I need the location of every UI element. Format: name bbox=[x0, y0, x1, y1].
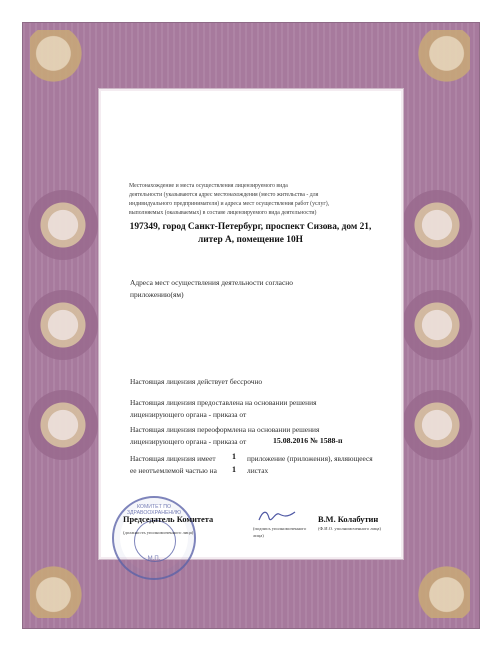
ornament-bottom-left bbox=[30, 540, 108, 618]
grant-line2: лицензирующего органа - приказа от bbox=[130, 410, 247, 419]
appendix-line1-value: 1 bbox=[232, 452, 236, 461]
reissue-date: 15.08.2016 № 1588-п bbox=[273, 436, 343, 445]
signatory-name: В.М. Колабутин bbox=[318, 515, 379, 524]
location-heading-line1: Местонахождение и места осуществления лицензируемого вида bbox=[129, 183, 288, 189]
appendix-line2-value: 1 bbox=[232, 465, 236, 474]
ornament-left-middle bbox=[28, 290, 98, 360]
position-caption: (должность уполномоченного лица) bbox=[123, 530, 194, 535]
address-line1: 197349, город Санкт-Петербург, проспект Сизова, дом 21, bbox=[129, 222, 372, 232]
certificate-paper bbox=[98, 88, 404, 560]
ornament-left-lower bbox=[28, 390, 98, 460]
appendix-line1-prefix: Настоящая лицензия имеет bbox=[130, 454, 216, 463]
stamp-ring-text: КОМИТЕТ ПО ЗДРАВООХРАНЕНИЮ bbox=[126, 504, 182, 516]
signature-caption: (подпись уполномоченного лица) bbox=[253, 526, 307, 538]
addresses-line1: Адреса мест осуществления деятельности согласно bbox=[130, 278, 293, 287]
grant-line1: Настоящая лицензия предоставлена на основании решения bbox=[130, 398, 317, 407]
appendix-line2-prefix: ее неотъемлемой частью на bbox=[130, 466, 217, 475]
ornament-left-upper bbox=[28, 190, 98, 260]
ornament-top-left bbox=[30, 30, 108, 108]
location-heading-line2: деятельности (указываются адрес местонахождения (место жительства - для bbox=[129, 192, 319, 198]
signature-scribble bbox=[257, 506, 297, 526]
addresses-line2: приложению(ям) bbox=[130, 290, 184, 299]
appendix-line1-suffix: приложение (приложения), являющееся bbox=[247, 454, 373, 463]
reissue-line1: Настоящая лицензия переоформлена на основании решения bbox=[130, 425, 320, 434]
stamp-number: М.П. bbox=[147, 556, 161, 562]
official-stamp bbox=[112, 496, 196, 580]
name-caption: (Ф.И.О. уполномоченного лица) bbox=[318, 526, 381, 531]
ornament-right-lower bbox=[402, 390, 472, 460]
location-heading-line4: выполняемых (оказываемых) в составе лицензируемого вида деятельности) bbox=[129, 210, 317, 216]
reissue-line2-prefix: лицензирующего органа - приказа от bbox=[130, 437, 247, 446]
ornament-right-upper bbox=[402, 190, 472, 260]
ornament-right-middle bbox=[402, 290, 472, 360]
appendix-line2-suffix: листах bbox=[247, 466, 269, 475]
address-line2: литер А, помещение 10Н bbox=[198, 235, 303, 245]
signatory-position: Председатель Комитета bbox=[123, 515, 214, 524]
validity-text: Настоящая лицензия действует бессрочно bbox=[130, 377, 263, 386]
location-heading-line3: индивидуального предпринимателя) и адреса мест осуществления работ (услуг), bbox=[129, 201, 330, 207]
